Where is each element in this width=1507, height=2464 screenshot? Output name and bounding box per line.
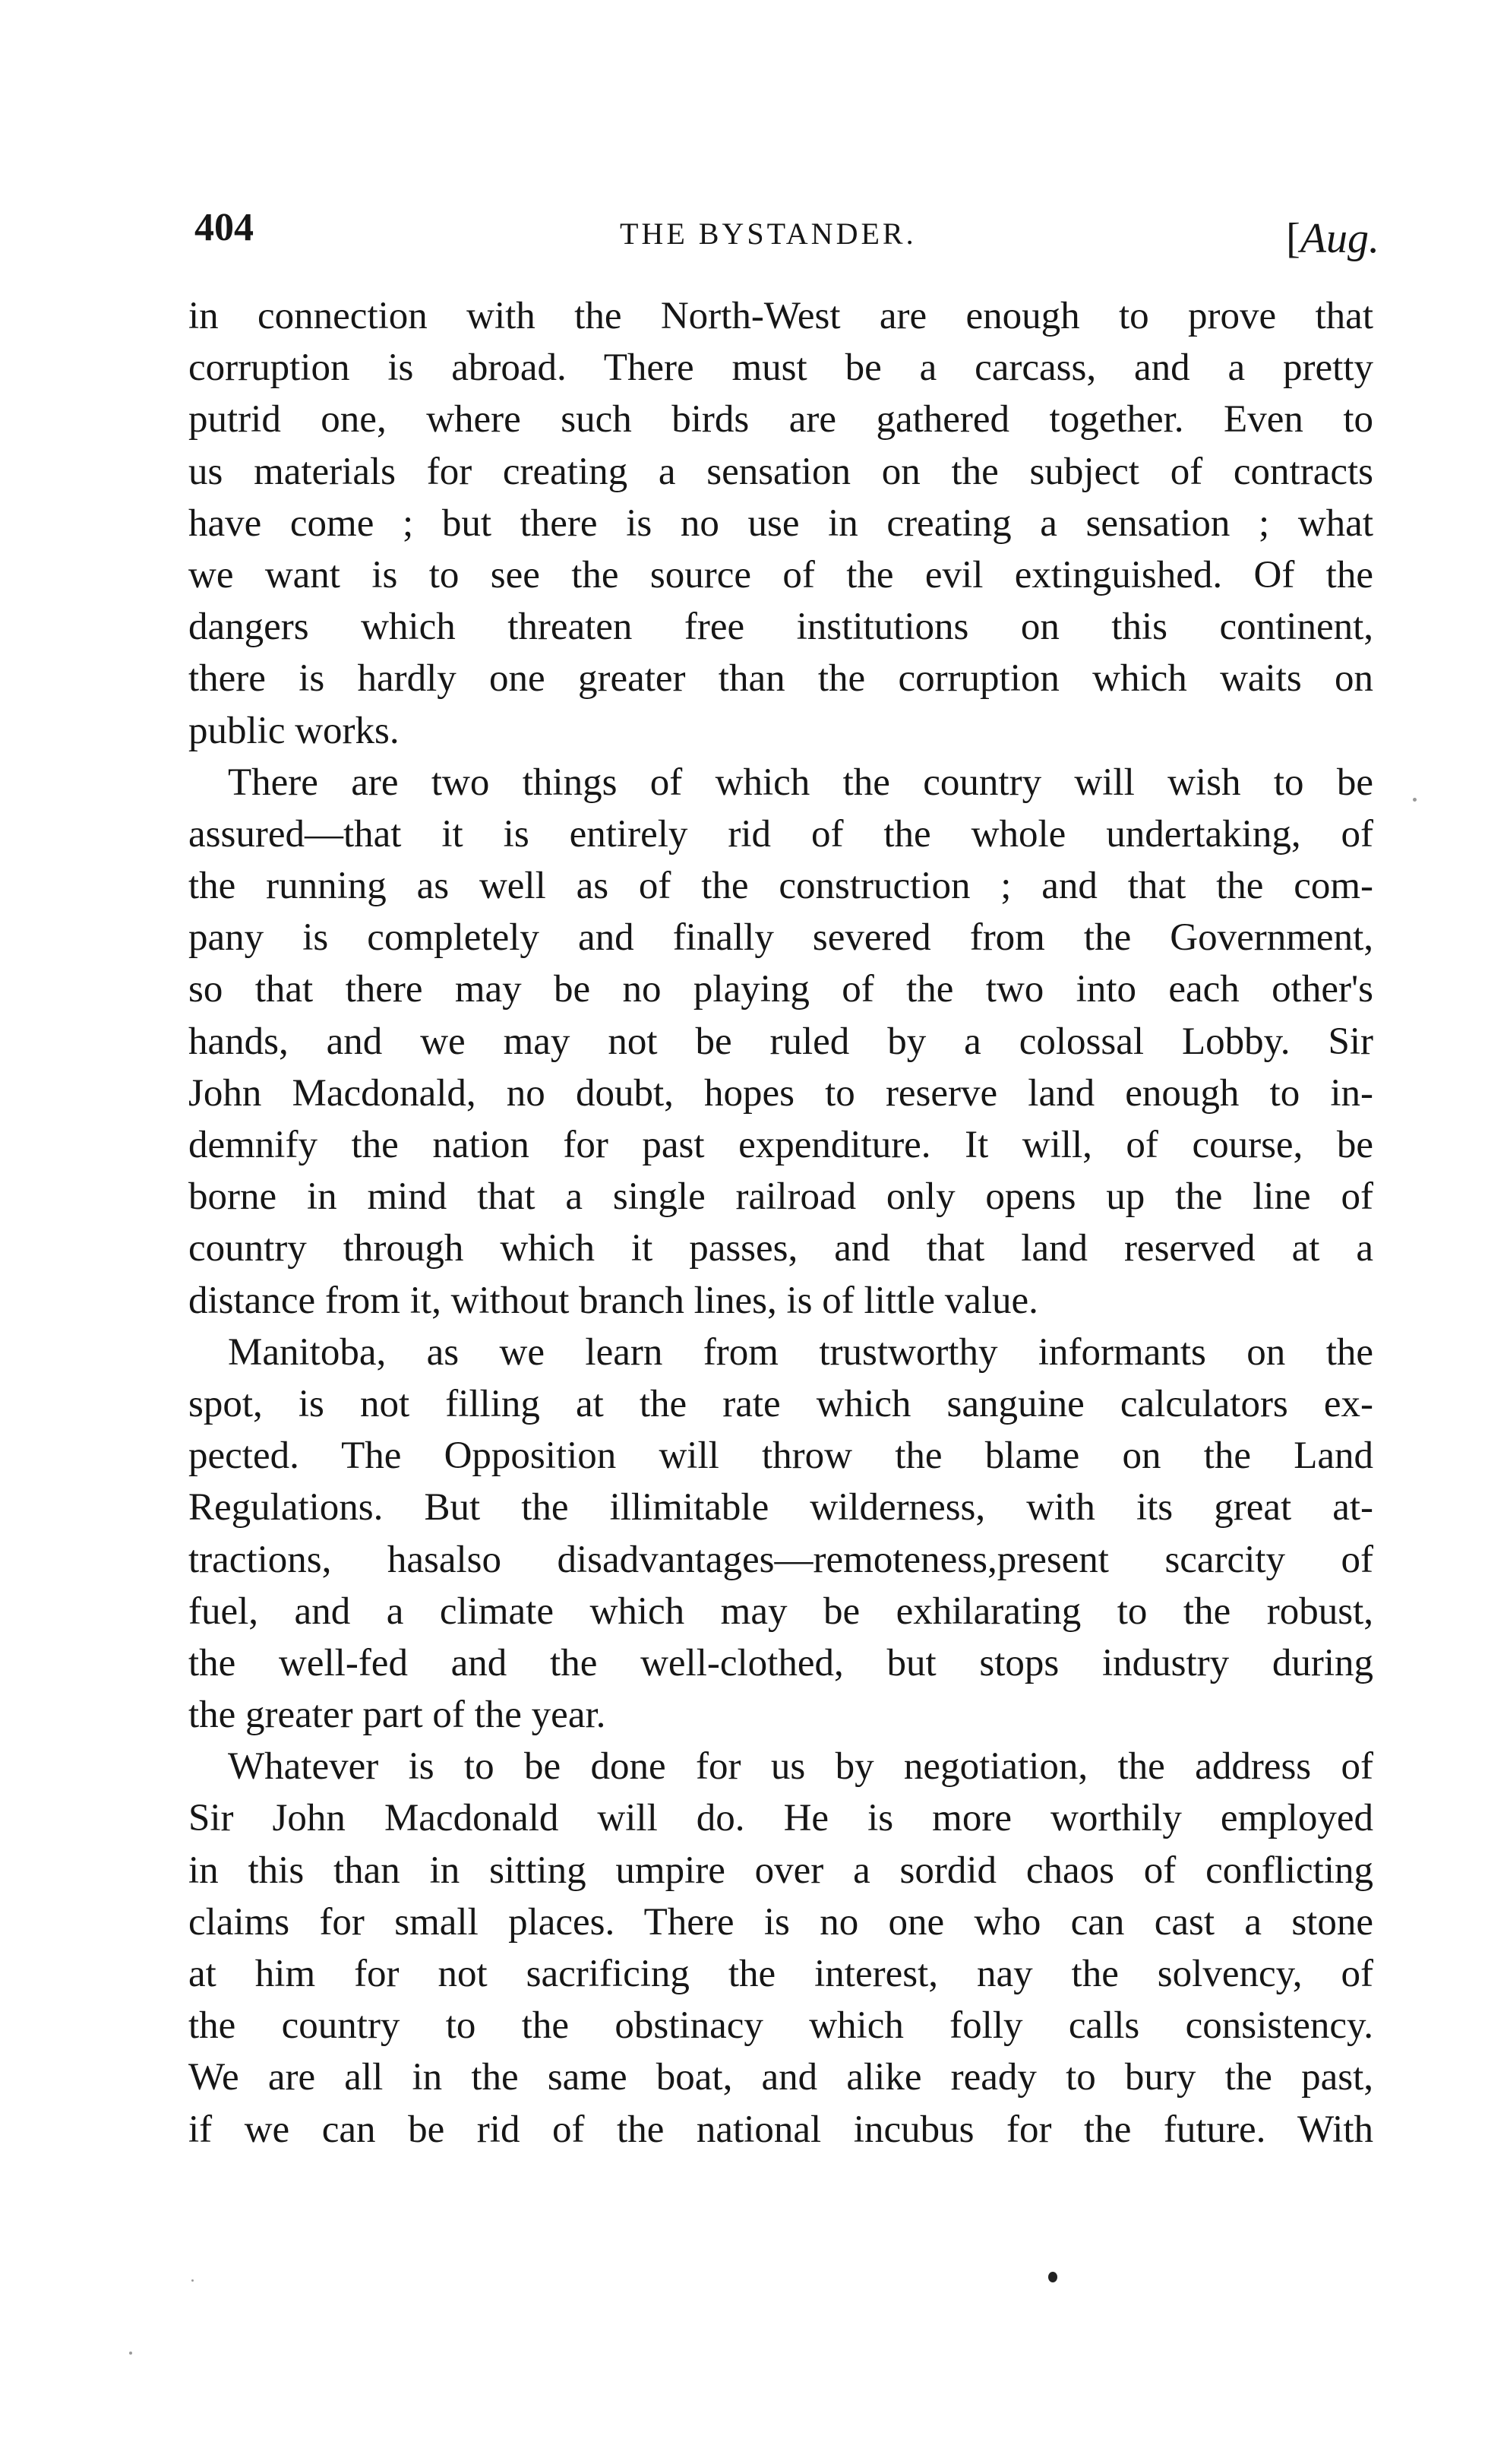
month-bracket: [ xyxy=(1286,215,1300,262)
text-line: in this than in sitting umpire over a sordid chaos of conflicting xyxy=(188,1849,1373,1892)
text-line: claims for small places. There is no one who can cast a stone xyxy=(188,1900,1373,1944)
text-line: if we can be rid of the national incubus for the future. With xyxy=(188,2108,1373,2151)
text-line: there is hardly one greater than the corruption which waits on xyxy=(188,657,1373,701)
text-line: Regulations. But the illimitable wilderness, with its great at- xyxy=(188,1486,1373,1529)
text-line: pected. The Opposition will throw the blame on the Land xyxy=(188,1434,1373,1478)
text-line: country through which it passes, and that land reserved at a xyxy=(188,1227,1373,1270)
page-number: 404 xyxy=(194,206,254,249)
ink-dot xyxy=(1048,2272,1057,2282)
text-line: at him for not sacrificing the interest, nay the solvency, of xyxy=(188,1953,1373,1995)
page-header xyxy=(194,205,1379,266)
text-line: fuel, and a climate which may be exhilarating to the robust, xyxy=(188,1589,1373,1633)
text-line: the country to the obstinacy which folly calls consistency. xyxy=(188,2004,1373,2048)
text-line: dangers which threaten free institutions on this continent, xyxy=(188,606,1373,649)
text-line: us materials for creating a sensation on the subject of contracts xyxy=(188,450,1373,493)
text-line: the running as well as of the construction ; and that the com- xyxy=(188,865,1373,908)
text-line: Sir John Macdonald will do. He is more worthily employed xyxy=(188,1797,1373,1840)
text-line: we want is to see the source of the evil extinguished. Of the xyxy=(188,553,1373,596)
text-line: public works. xyxy=(188,709,400,752)
text-line: the greater part of the year. xyxy=(188,1694,606,1737)
text-line: so that there may be no playing of the two into each other's xyxy=(188,968,1373,1011)
text-line: We are all in the same boat, and alike ready to bury the past, xyxy=(188,2056,1373,2099)
month-label xyxy=(1286,214,1379,263)
text-line: spot, is not filling at the rate which sanguine calculators ex- xyxy=(188,1382,1373,1425)
scan-speck xyxy=(1413,798,1417,802)
body-text xyxy=(188,290,1373,2156)
scan-speck xyxy=(129,2352,132,2355)
text-line: borne in mind that a single railroad only opens up the line of xyxy=(188,1175,1373,1219)
text-line: in connection with the North-West are enough to prove that xyxy=(188,295,1373,337)
text-line: distance from it, without branch lines, is of little value. xyxy=(188,1279,1038,1322)
text-line: corruption is abroad. There must be a carcass, and a pretty xyxy=(188,346,1373,390)
text-line: Whatever is to be done for us by negotiation, the address of xyxy=(228,1745,1373,1789)
text-line: hands, and we may not be ruled by a colossal Lobby. Sir xyxy=(188,1020,1373,1063)
text-line: demnify the nation for past expenditure. It will, of course, be xyxy=(188,1124,1373,1166)
text-line: putrid one, where such birds are gathered together. Even to xyxy=(188,398,1373,441)
text-line: There are two things of which the country will wish to be xyxy=(228,761,1373,804)
text-line: assured—that it is entirely rid of the whole undertaking, of xyxy=(188,812,1373,856)
running-head: THE BYSTANDER. xyxy=(620,217,917,251)
text-line: the well-fed and the well-clothed, but stops industry during xyxy=(188,1641,1373,1684)
month-abbreviation: Aug. xyxy=(1300,215,1379,262)
text-line: Manitoba, as we learn from trustworthy informants on the xyxy=(228,1330,1373,1374)
text-line: have come ; but there is no use in creating a sensation ; what xyxy=(188,501,1373,545)
text-line: pany is completely and finally severed from the Government, xyxy=(188,916,1373,960)
text-line: John Macdonald, no doubt, hopes to reserve land enough to in- xyxy=(188,1071,1373,1115)
scan-speck xyxy=(191,2279,194,2282)
text-line: tractions, hasalso disadvantages—remoteness,present scarcity of xyxy=(188,1538,1373,1581)
